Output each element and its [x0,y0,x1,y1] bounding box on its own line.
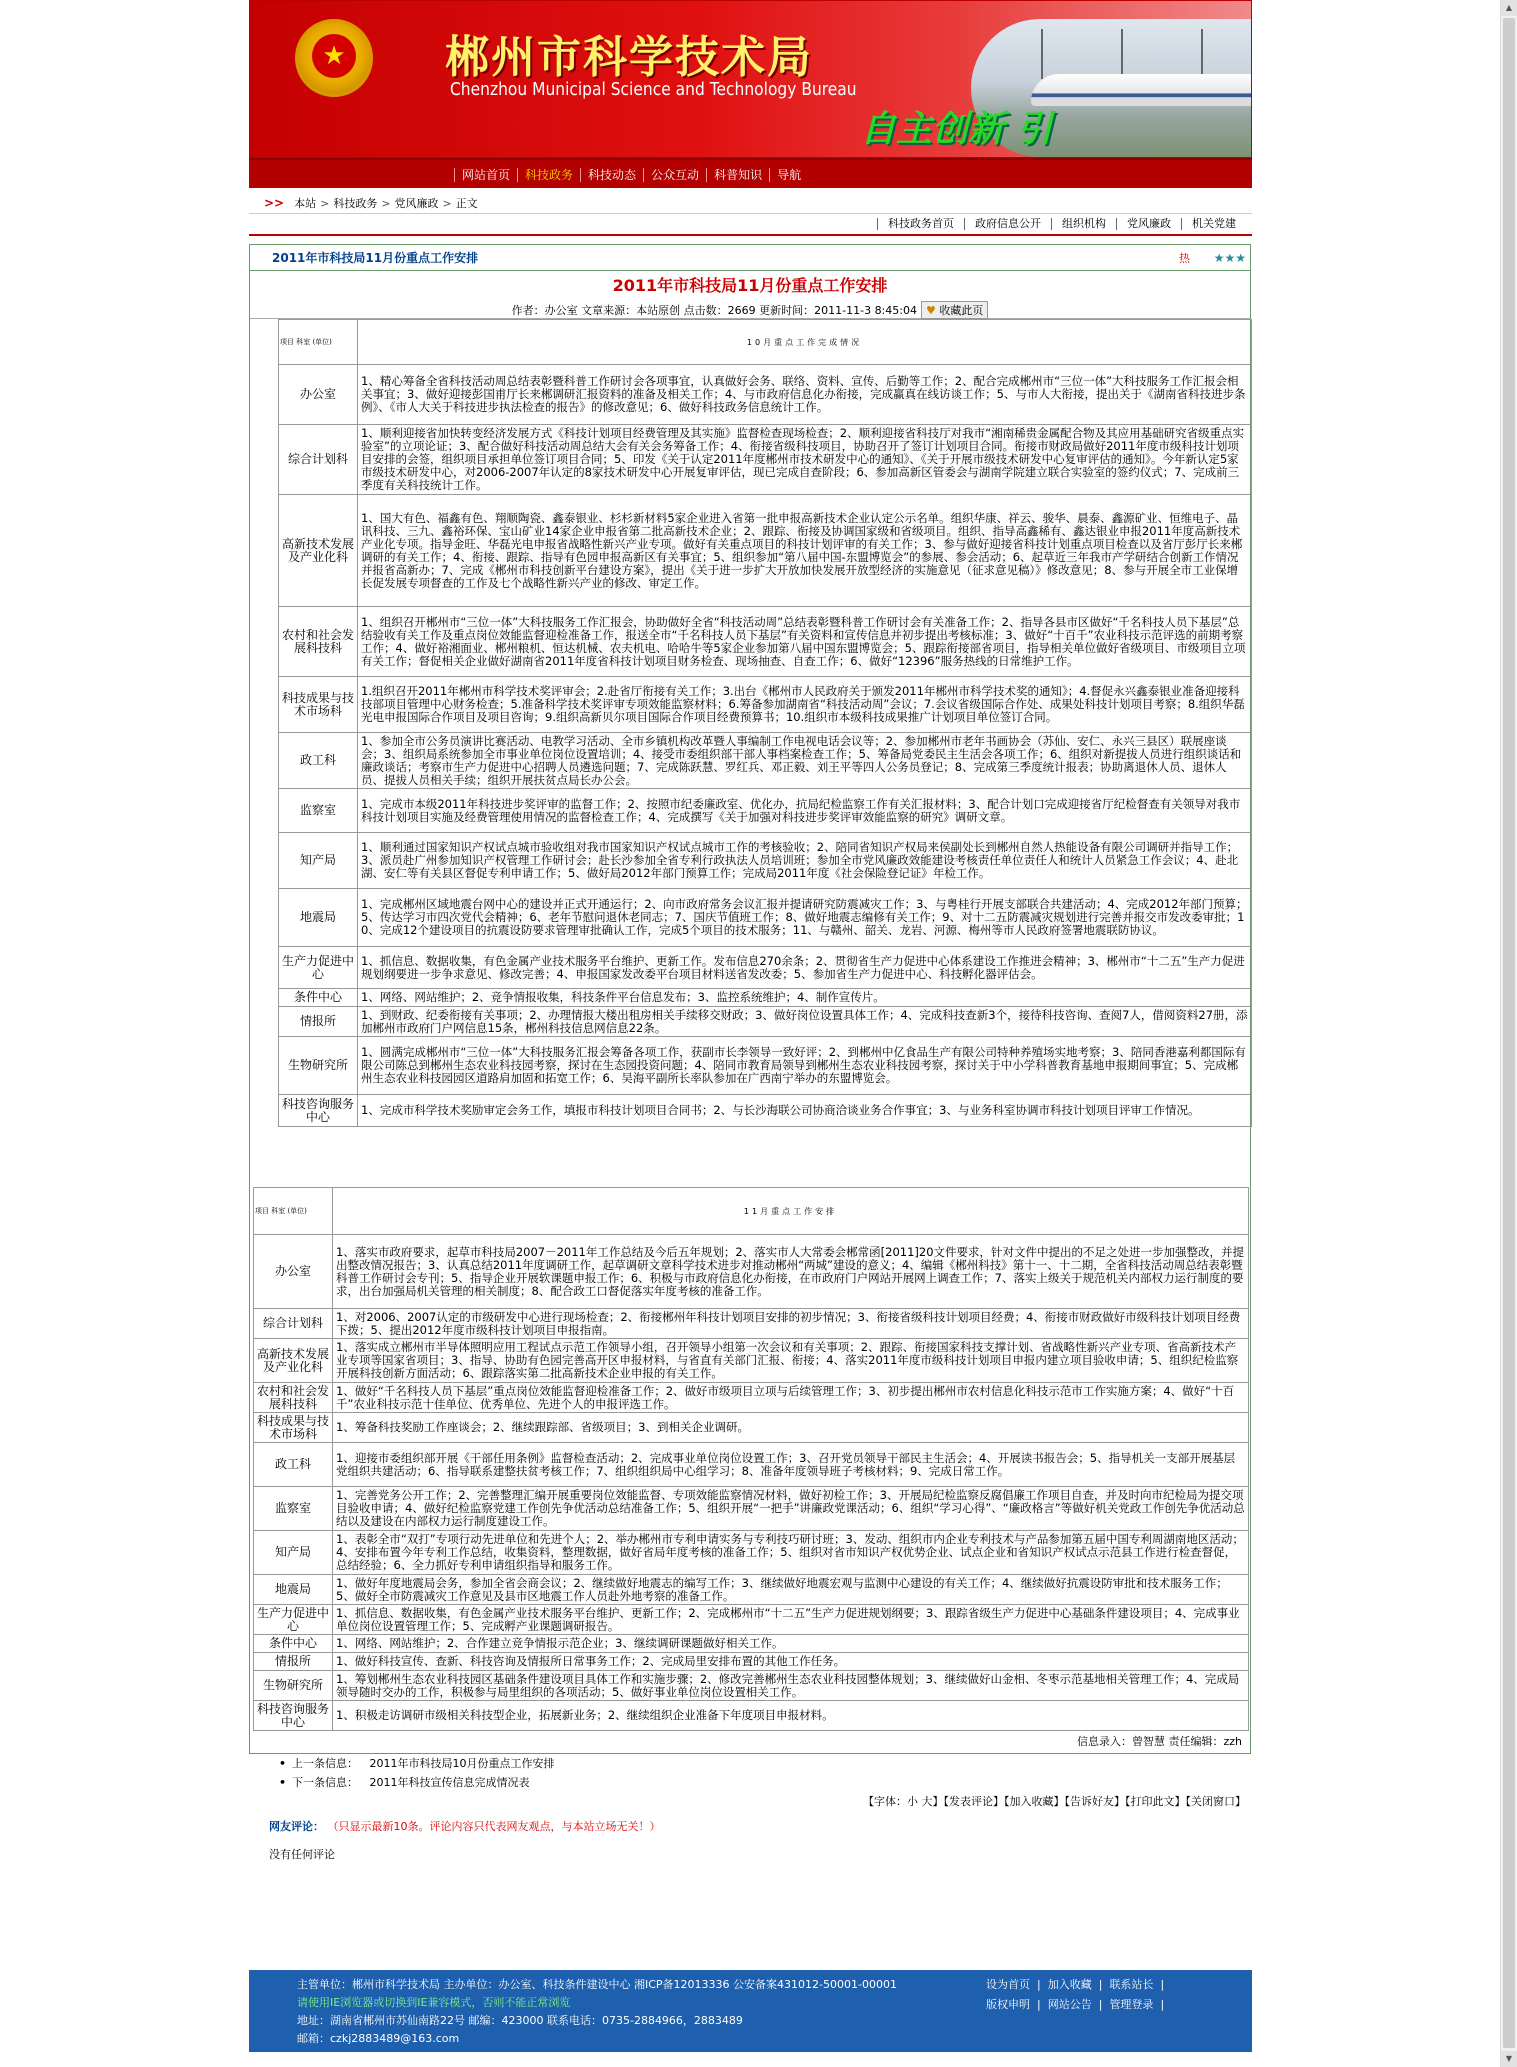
bullet-icon: • [279,1776,287,1789]
dept-cell: 科技成果与技术市场科 [279,677,358,733]
work-text-cell: 1、到财政、纪委衔接有关事项；2、办理情报大楼出租房相关手续移交财政；3、做好岗位设置具体工作；4、完成科技查新3个，接待科技咨询、查阅7人，借阅资料27册，添加郴州市政府门户网信息15条，郴州科技信息网信息22条。 [358,1007,1252,1037]
dept-cell: 综合计划科 [279,425,358,495]
table-row [254,1635,1249,1653]
breadcrumb-link: 正文 [455,196,478,210]
table-row [254,1653,1249,1671]
header-dept-cell: 项目 科室 (单位) [279,320,358,365]
footer-link-separator: | [1160,1978,1165,1991]
subnav-link[interactable]: 组织机构 [1051,218,1116,230]
next-label: 下一条信息： [292,1776,359,1789]
rating-stars-icon: ★★★ [1213,250,1246,265]
footer-link[interactable]: 管理登录 [1109,1998,1154,2011]
work-text-cell: 1、顺利通过国家知识产权试点城市验收组对我市国家知识产权试点城市工作的考核验收；2、陪同省知识产权局来侯副处长到郴州自然人热能设备有限公司调研并指导工作；3、派员赴广州参加知识产权管理工作研讨会；赴长沙参加全省专利行政执法人员培训班；参加全市党风廉政效能建设考核责任单位责任人和统计人员紧急工作会议；4、赴北湖、安仁等有关县区督促专利申请工作；5、做好局2012年部门预算工作；完成局2011年度《社会保险登记证》年检工作。 [358,833,1252,889]
dept-cell: 地震局 [254,1575,333,1605]
work-text-cell: 1、网络、网站维护；2、合作建立竞争情报示范企业；3、继续调研课题做好相关工作。 [333,1635,1249,1653]
footer-link-separator: | [1037,1998,1041,2011]
work-text-cell: 1、对2006、2007认定的市级研发中心进行现场检查；2、衔接郴州年科技计划项目安排的初步情况；3、衔接省级科技计划项目经费；4、衔接市财政做好市级科技计划项目经费下拨；5、提出2012年度市级科技计划项目申报指南。 [333,1309,1249,1339]
dept-cell: 监察室 [279,789,358,833]
dept-cell: 情报所 [254,1653,333,1671]
breadcrumb [249,192,1252,214]
footer-link-separator: | [1160,1998,1165,2011]
favorite-icon: ♥ [925,303,936,317]
article-meta-text: 作者：办公室 文章来源：本站原创 点击数：2669 更新时间：2011-11-3 8:45:04 [511,303,917,317]
table-row [279,833,1252,889]
table-row [279,1037,1252,1095]
november-plan-table [253,1187,1249,1731]
work-text-cell: 1、筹备科技奖励工作座谈会；2、继续跟踪部、省级项目；3、到相关企业调研。 [333,1413,1249,1443]
work-text-cell: 1、完成郴州区域地震台网中心的建设并正式开通运行；2、向市政府常务会议汇报并提请研究防震减灾工作；3、与粤桂行开展支部联合共建活动；4、完成2012年部门预算；5、传达学习市四次党代会精神；6、老年节慰问退休老同志；7、国庆节值班工作；8、做好地震志编修有关工作；9、对十二五防震减灾规划进行完善并报交市发改委审批；10、完成12个建设项目的抗震设防要求管理审批确认工作，完成5个项目的技术服务；11、与赣州、韶关、龙岩、河源、梅州等市人民政府签署地震联防协议。 [358,889,1252,947]
prev-article-link[interactable]: 2011年市科技局10月份重点工作安排 [369,1757,555,1770]
dept-cell: 高新技术发展及产业化科 [279,495,358,607]
table-row [254,1309,1249,1339]
work-text-cell: 1、做好年度地震局会务，参加全省会商会议；2、继续做好地震志的编写工作；3、继续做好地震宏观与监测中心建设的有关工作；4、继续做好抗震设防审批和技术服务工作；5、做好全市防震减灾工作意见及县市区地震工作人员赴外地考察的准备工作。 [333,1575,1249,1605]
comments-section [249,1812,1252,1862]
nav-item[interactable]: 公众互动 [643,168,706,182]
table-row [279,1007,1252,1037]
comments-empty: 没有任何评论 [269,1848,335,1861]
table-row [279,677,1252,733]
table-row [254,1383,1249,1413]
article-title: 2011年市科技局11月份重点工作安排 [612,276,888,295]
table-row [279,365,1252,425]
footer-line-3: 地址：湖南省郴州市苏仙南路22号 邮编：423000 联系电话：0735-2884966，2883489 [297,2014,743,2027]
breadcrumb-separator-icon: > [320,196,330,210]
dept-cell: 科技咨询服务中心 [254,1701,333,1731]
site-title-en: Chenzhou Municipal Science and Technology Bureau [450,79,857,100]
work-text-cell: 1、做好“千名科技人员下基层”重点岗位效能监督迎检准备工作；2、做好市级项目立项与后续管理工作；3、初步提出郴州市农村信息化科技示范市工作实施方案；4、做好“十百千”农业科技示范十佳单位、优秀单位、先进个人的申报评选工作。 [333,1383,1249,1413]
table-row [254,1235,1249,1309]
dept-cell: 条件中心 [254,1635,333,1653]
table-row [254,1531,1249,1575]
table-row [279,989,1252,1007]
footer-link-separator: | [1098,1998,1103,2011]
dept-cell: 政工科 [279,733,358,789]
site-banner [249,0,1252,158]
dept-cell: 办公室 [254,1235,333,1309]
footer-link[interactable]: 联系站长 [1109,1978,1154,1991]
table-row [254,1575,1249,1605]
dept-cell: 生产力促进中心 [254,1605,333,1635]
breadcrumb-link[interactable]: 本站 [294,196,317,210]
footer-link[interactable]: 加入收藏 [1047,1978,1092,1991]
page-scrollbar[interactable] [1500,0,1517,2067]
table-row [279,889,1252,947]
bullet-icon: • [279,1757,287,1770]
article-header [250,245,1250,271]
header-title-cell: 11月重点工作安排 [333,1188,1249,1235]
table-row [254,1487,1249,1531]
scroll-up-icon[interactable]: ▲ [1501,0,1517,16]
dept-cell: 生物研究所 [254,1671,333,1701]
table-row [279,789,1252,833]
subnav-link[interactable]: 科技政务首页 [877,218,964,230]
breadcrumb-arrow-icon: >> [264,195,285,210]
comments-title: 网友评论： [269,1820,324,1833]
table-header-row [254,1188,1249,1235]
table-row [254,1671,1249,1701]
dept-cell: 综合计划科 [254,1309,333,1339]
nav-item[interactable]: 科普知识 [706,168,769,182]
dept-cell: 知产局 [279,833,358,889]
dept-cell: 办公室 [279,365,358,425]
prev-article [279,1754,1252,1773]
footer-link-separator: | [1037,1978,1041,1991]
nav-item[interactable]: 网站首页 [454,168,517,182]
work-text-cell: 1、落实成立郴州市半导体照明应用工程试点示范工作领导小组，召开领导小组第一次会议和有关事项；2、跟踪、衔接国家科技支撑计划、省战略性新兴产业专项、省高新技术产业专项等国家省项目；3、指导、协助有色园完善高开区申报材料，与省直有关部门汇报、衔接；4、落实2011年度市级科技计划项目申报内建立项目验收申请；5、组织纪检监察开展科技创新方面活动；6、跟踪落实第二批高新技术企业申报的有关工作。 [333,1339,1249,1383]
table-row [279,733,1252,789]
header-dept-cell: 项目 科室 (单位) [254,1188,333,1235]
breadcrumb-link[interactable]: 科技政务 [333,196,378,210]
work-text-cell: 1、完成市科学技术奖励审定会务工作，填报市科技计划项目合同书；2、与长沙海联公司协商洽谈业务合作事宜；3、与业务科室协调市科技计划项目评审工作情况。 [358,1095,1252,1127]
breadcrumb-link[interactable]: 党风廉政 [394,196,439,210]
dept-cell: 农村和社会发展科技科 [279,607,358,677]
dept-cell: 科技成果与技术市场科 [254,1413,333,1443]
article-header-title: 2011年市科技局11月份重点工作安排 [272,251,479,265]
scroll-thumb[interactable] [1503,18,1515,2048]
table-row [279,1095,1252,1127]
site-footer [249,1970,1252,2052]
table-row [279,425,1252,495]
dept-cell: 监察室 [254,1487,333,1531]
footer-link[interactable]: 设为首页 [986,1978,1030,1991]
table-row [254,1339,1249,1383]
dept-cell: 知产局 [254,1531,333,1575]
header-title-cell: 10月重点工作完成情况 [358,320,1252,365]
next-article-link[interactable]: 2011年科技宣传信息完成情况表 [369,1776,530,1789]
work-text-cell: 1、抓信息、数据收集，有色金属产业技术服务平台维护、更新工作；2、完成郴州市“十二五”生产力促进规划纲要；3、跟踪省级生产力促进中心基础条件建设项目；4、完成事业单位岗位设置管理工作；5、完成孵产业课题调研报告。 [333,1605,1249,1635]
dept-cell: 科技咨询服务中心 [279,1095,358,1127]
article-box [249,244,1251,1754]
dept-cell: 农村和社会发展科技科 [254,1383,333,1413]
scroll-down-icon[interactable]: ▼ [1501,2051,1517,2067]
article-meta [250,301,1250,319]
work-text-cell: 1、完成市本级2011年科技进步奖评审的监督工作；2、按照市纪委廉政室、优化办，抗局纪检监察工作有关汇报材料；3、配合计划口完成迎接省厅纪检督查有关领导对我市科技计划项目实施及经费管理使用情况的监督检查工作；4、完成撰写《关于加强对科技进步奖评审效能监察的研究》调研文章。 [358,789,1252,833]
article-tools[interactable]: 【字体：小 大】【发表评论】【加入收藏】【告诉好友】【打印此文】【关闭窗口】 [863,1795,1246,1808]
work-text-cell: 1、精心筹备全省科技活动周总结表彰暨科普工作研讨会各项事宜，认真做好会务、联络、资料、宣传、后勤等工作；2、配合完成郴州市“三位一体”大科技服务工作汇报会相关事宜；3、做好迎接彭国甫厅长来郴调研汇报资料的准备及相关工作；4、与市政府信息化办衔接，完成赢真在线访谈工作；5、与市人大衔接，提出关于《湖南省科技进步条例》、《市人大关于科技进步执法检查的报告》的修改意见；6、做好科技政务信息统计工作。 [358,365,1252,425]
work-text-cell: 1、顺利迎接省加快转变经济发展方式《科技计划项目经费管理及其实施》监督检查现场检查；2、顺利迎接省科技厅对我市“湘南稀贵金属配合物及其应用基础研究省级重点实验室”的立项论证；3、配合做好科技活动周总结大会有关会务筹备工作；4、衔接省级科技项目，协助召开了签订计划项目合同。衔接市财政局做好2011年度市级科技计划项目安排的会签，组织项目承担单位签订项目合同；5、印发《关于认定2011年度郴州市技术研发中心的通知》、《关于开展市级技术研发中心复审评估的通知》。今年新认定5家市级技术研发中心，对2006-2007年认定的8家技术研发中心开展复审评估，现已完成自查阶段；6、参加高新区管委会与湖南学院建立联合实验室的签约仪式；7、完成前三季度有关科技统计工作。 [358,425,1252,495]
dept-cell: 地震局 [279,889,358,947]
work-text-cell: 1、国大有色、福鑫有色、翔顺陶瓷、鑫泰银业、杉杉新材料5家企业进入省第一批申报高新技术企业认定公示名单。组织华康、祥云、骏华、晨泰、鑫源矿业、恒维电子、晶讯科技、三九、鑫裕环保、宝山矿业14家企业申报省第二批高新技术企业；2、跟踪、衔接及协调国家级和省级项目。组织、指导高鑫稀有、鑫达银业申报2011年度高新技术产业化专项。指导金旺、华磊光电申报省战略性新兴产业专项。做好有关重点项目的科技计划评审的有关工作；3、参与做好迎接省科技计划重点项目检查以及省厅彭厅长来郴调研的有关工作；4、衔接、跟踪、指导有色园申报高新区有关事宜；5、组织参加“第八届中国-东盟博览会”的参展、参会活动；6、起草近三年我市产学研结合创新工作情况并报省高新办；7、完成《郴州市科技创新平台建设方案》，提出《关于进一步扩大开放加快发展开放型经济的实施意见（征求意见稿）》修改意见；8、参与开展全市工业保增长促发展专项督查的工作及七个战略性新兴产业的修改、审定工作。 [358,495,1252,607]
nav-item[interactable]: 科技动态 [580,168,643,182]
work-text-cell: 1、迎接市委组织部开展《干部任用条例》监督检查活动；2、完成事业单位岗位设置工作；3、召开党员领导干部民主生活会；4、开展读书报告会；5、指导机关一支部开展基层党组织共建活动；6、指导联系建整扶贫考核工作；7、组织组织局中心组学习；8、准备年度领导班子考核材料；9、完成日常工作。 [333,1443,1249,1487]
add-favorite-button[interactable] [921,301,988,319]
footer-link-separator: | [1098,1978,1103,1991]
work-text-cell: 1、做好科技宣传、查新、科技咨询及情报所日常事务工作；2、完成局里安排布置的其他工作任务。 [333,1653,1249,1671]
table-row [279,947,1252,989]
work-text-cell: 1、完善党务公开工作；2、完善整理汇编开展重要岗位效能监督、专项效能监察情况材料，做好初检工作；3、开展局纪检监察反腐倡廉工作项目自查，并及时向市纪检局为提交项目验收申请；4、做好纪检监察党建工作创先争优活动总结准备工作；5、组织开展“一把手”讲廉政党课活动；6、组织“学习心得”、“廉政格言”等做好机关党政工作创先争优活动总结以及建设在内部权力运行制度建设工作。 [333,1487,1249,1531]
dept-cell: 生产力促进中心 [279,947,358,989]
work-text-cell: 1、网络、网站维护；2、竞争情报收集，科技条件平台信息发布；3、监控系统维护；4、制作宣传片。 [358,989,1252,1007]
dept-cell: 条件中心 [279,989,358,1007]
main-nav [249,158,1252,188]
work-text-cell: 1、抓信息、数据收集，有色金属产业技术服务平台维护、更新工作。发布信息270余条；2、贯彻省生产力促进中心体系建设工作推进会精神；3、郴州市“十二五”生产力促进规划纲要进一步争求意见、修改完善；4、申报国家发改委平台项目材料送省发改委；5、参加省生产力促进中心、科技孵化器评估会。 [358,947,1252,989]
work-text-cell: 1、落实市政府要求，起草市科技局2007－2011年工作总结及今后五年规划；2、落实市人大常委会郴常函[2011]20文件要求，针对文件中提出的不足之处进一步加强整改，并提出整改情况报告；3、认真总结2011年度调研工作，起草调研文章科学技术进步对推动郴州“两城”建设的意义；4、编辑《郴州科技》第十一、十二期，全省科技活动周总结表彰暨科普工作研讨会专刊；5、指导企业开展软课题申报工作；6、积极与市政府信息化办衔接，在市政府门户网站开展网上调查工作；7、落实上级关于规范机关内部权力运行制度的要求，出台加强局机关管理的相关制度；8、配合政工口督促落实年度考核的准备工作。 [333,1235,1249,1309]
dept-cell: 生物研究所 [279,1037,358,1095]
footer-line-2: 请使用IE浏览器或切换到IE兼容模式，否则不能正常浏览 [297,1996,571,2009]
dept-cell: 情报所 [279,1007,358,1037]
subnav-link[interactable]: 党风廉政 [1116,218,1181,230]
article-credits: 信息录入：曾智慧 责任编辑：zzh [1076,1735,1242,1748]
page-wrapper [249,0,1252,2045]
national-emblem-icon: ★ [295,19,373,97]
footer-link[interactable]: 版权申明 [986,1998,1030,2011]
work-text-cell: 1.组织召开2011年郴州市科学技术奖评审会；2.赴省厅衔接有关工作；3.出台《郴州市人民政府关于颁发2011年郴州市科学技术奖的通知》；4.督促永兴鑫泰银业准备迎接科技部项目管理中心财务检查；5.准备科学技术奖评审专项效能监察材料；6.筹备参加湖南省“科技活动周”会议；7.会议省级国际合作处、成果处科技计划项目考察；8.组织华磊光电申报国际合作项目及项目咨询；9.组织高新贝尔项目国际合作项目经费预算书；10.组织市本级科技成果推广计划项目单位签订合同。 [358,677,1252,733]
hot-badge: 热 [1179,251,1190,265]
prev-label: 上一条信息： [292,1757,359,1770]
table-row [254,1413,1249,1443]
next-article [279,1773,1252,1792]
nav-item[interactable]: 导航 [769,168,808,182]
breadcrumb-items [294,195,478,211]
breadcrumb-separator-icon: > [442,196,452,210]
work-text-cell: 1、组织召开郴州市“三位一体”大科技服务工作汇报会，协助做好全省“科技活动周”总结表彰暨科普工作研讨会有关准备工作；2、指导各县市区做好“千名科技人员下基层”总结验收有关工作及重点岗位效能监督迎检准备工作，报送全市“千名科技人员下基层”有关资料和宣传信息并初步提出考核标准；3、做好“十百千”农业科技示范评选的前期考察工作；4、做好裕湘面业、郴州粮机、恒达机械、农夫机电、哈哈牛等5家企业参加第八届中国东盟博览会；5、跟踪衔接部省项目，指导相关单位做好省级项目、市级项目立项有关工作；督促相关企业做好湖南省2011年度省科技计划项目财务检查、现场抽查、自查工作；6、做好“12396”服务热线的日常维护工作。 [358,607,1252,677]
comments-note: （只显示最新10条。评论内容只代表网友观点，与本站立场无关！） [327,1820,661,1833]
work-text-cell: 1、表彰全市“双打”专项行动先进单位和先进个人；2、举办郴州市专利申请实务与专利技巧研讨班；3、发动、组织市内企业专利技术与产品参加第五届中国专利周湖南地区活动；4、安排布置今年专利工作总结，收集资料，整理数据，做好省局年度考核的准备工作；5、组织对省市知识产权优势企业、试点企业和省知识产权试点示范县工作进行检查督促，总结经验；6、全力抓好专利申请组织指导和服务工作。 [333,1531,1249,1575]
dept-cell: 高新技术发展及产业化科 [254,1339,333,1383]
table-row [279,607,1252,677]
footer-line-4: 邮箱：czkj2883489@163.com [297,2032,460,2045]
breadcrumb-separator-icon: > [381,196,391,210]
table-header-row [279,320,1252,365]
sub-nav [249,214,1252,236]
subnav-link[interactable]: 机关党建 [1181,218,1246,230]
nav-item[interactable]: 科技政务 [517,168,580,182]
prev-next-links [249,1754,1252,1792]
favorite-label: 收藏此页 [939,303,984,317]
october-work-table [278,319,1252,1127]
table-row [254,1443,1249,1487]
work-text-cell: 1、圆满完成郴州市“三位一体”大科技服务汇报会筹备各项工作，获副市长李领导一致好评；2、到郴州中亿食品生产有限公司特种养殖场实地考察；3、陪同香港嘉利都国际有限公司陈总到郴州生态农业科技园考察，探讨在生态园投资问题；4、陪同市教育局领导到郴州生态农业科技园考察，探讨关于中小学科普教育基地申报期间事宜；5、完成郴州生态农业科技园园区道路肩加固和拓宽工作；6、吴海平副所长率队参加在广西南宁举办的东盟博览会。 [358,1037,1252,1095]
work-text-cell: 1、参加全市公务员演讲比赛活动、电教学习活动、全市乡镇机构改革暨人事编制工作电视电话会议等；2、参加郴州市老年书画协会（苏仙、安仁、永兴三县区）联展座谈会；3、组织局系统参加全市事业单位岗位设置培训；4、接受市委组织部干部人事档案检查工作；5、筹备局党委民主生活会各项工作；6、组织对新提拔人员进行组织谈话和廉政谈话；考察市生产力促进中心招聘人员遴选问题；7、完成陈跃慧、罗红兵、邓正毅、刘王平等四人公务员登记；8、完成第三季度统计报表；协助离退休人员、退休人员、提拔人员相关手续；组织开展扶贫点局长办公会。 [358,733,1252,789]
subnav-link[interactable]: 政府信息公开 [964,218,1051,230]
footer-links [986,1976,1196,2011]
site-title-cn: 郴州市科学技术局 [445,32,813,83]
dept-cell: 政工科 [254,1443,333,1487]
table-row [279,495,1252,607]
work-text-cell: 1、筹划郴州生态农业科技园区基础条件建设项目具体工作和实施步骤；2、修改完善郴州生态农业科技园整体规划；3、继续做好山金相、冬枣示范基地相关管理工作；4、完成局领导随时交办的工作，积极参与局里组织的各项活动；5、做好事业单位岗位设置相关工作。 [333,1671,1249,1701]
work-text-cell: 1、积极走访调研市级相关科技型企业，拓展新业务；2、继续组织企业准备下年度项目申报材料。 [333,1701,1249,1731]
footer-line-1: 主管单位：郴州市科学技术局 主办单位：办公室、科技条件建设中心 湘ICP备12013336 公安备案431012-50001-00001 [297,1978,897,1991]
table-row [254,1701,1249,1731]
table-row [254,1605,1249,1635]
banner-slogan: 自主创新 引 [860,109,1053,150]
footer-link[interactable]: 网站公告 [1047,1998,1092,2011]
